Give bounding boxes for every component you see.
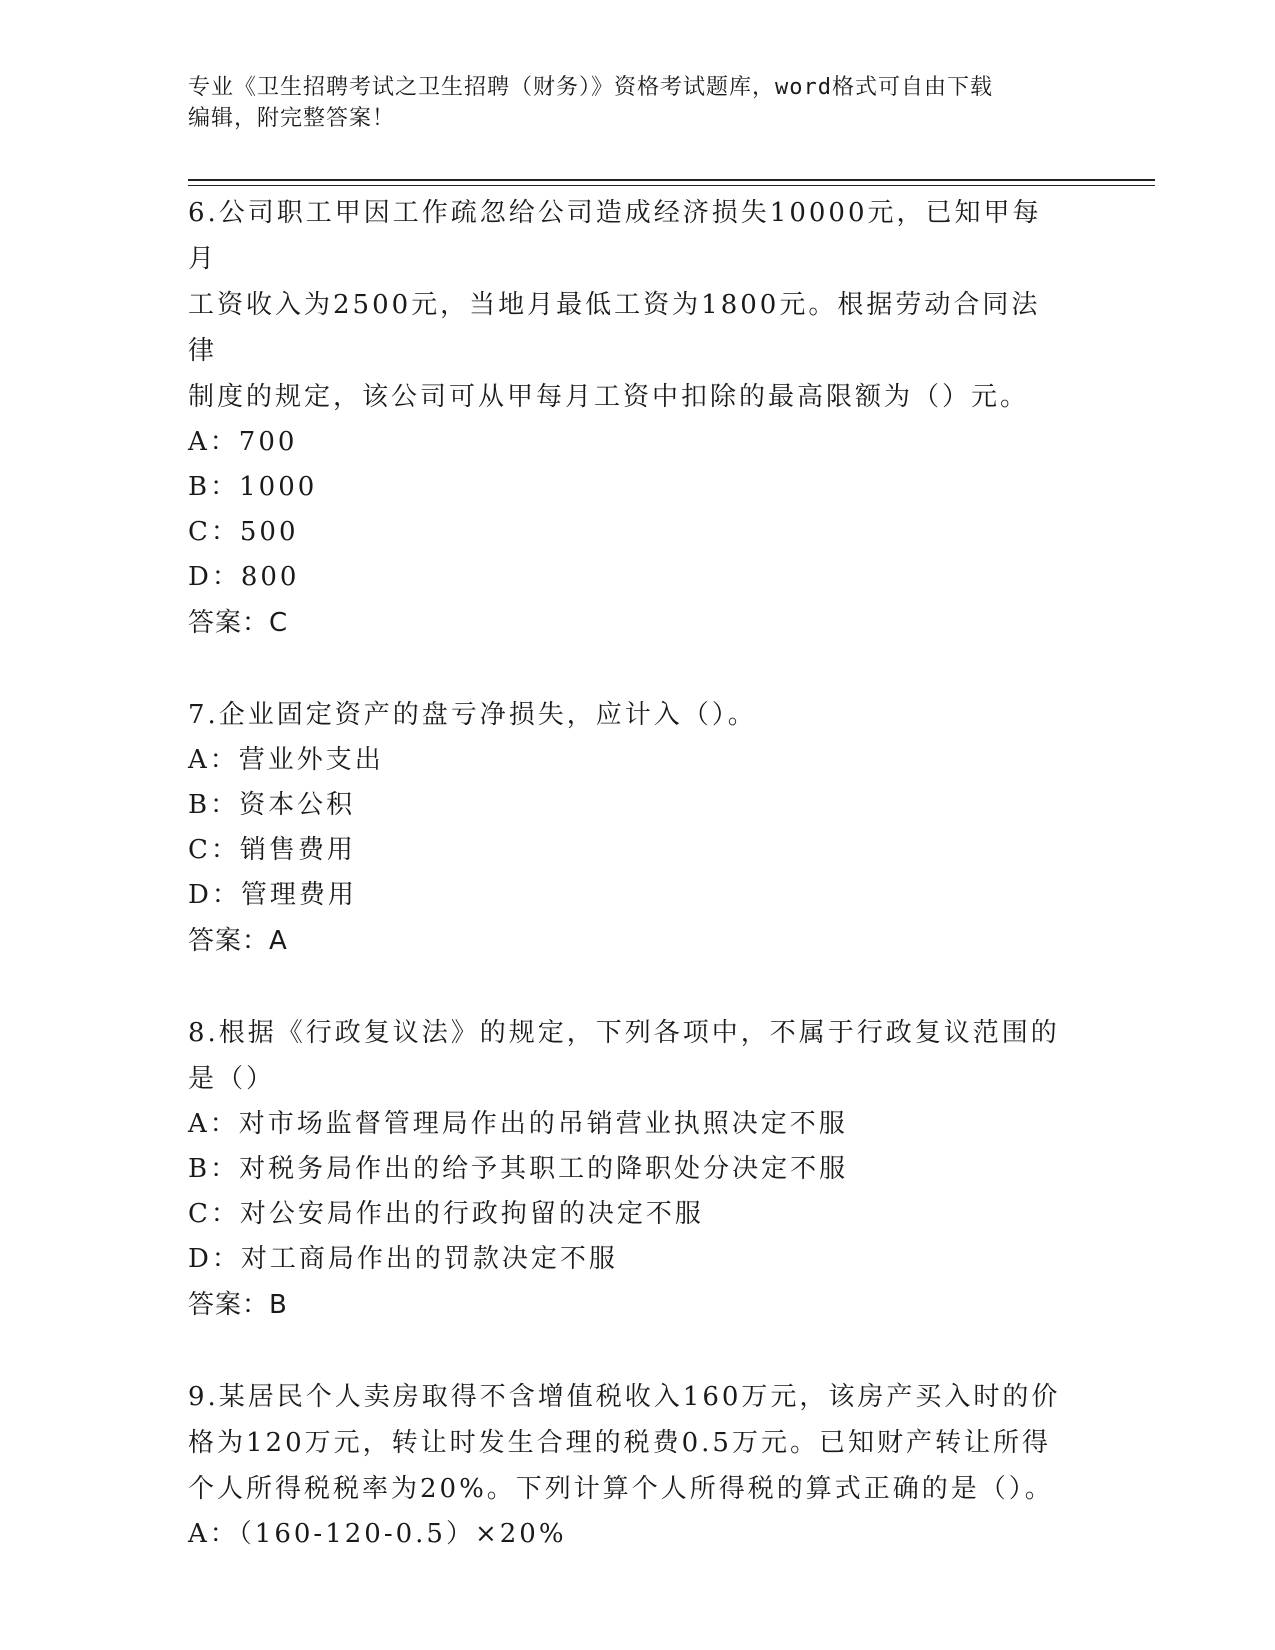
question-list bbox=[188, 190, 1068, 1603]
question-line: 6.公司职工甲因工作疏忽给公司造成经济损失10000元，已知甲每月 bbox=[188, 198, 1042, 274]
question-7 bbox=[188, 692, 1068, 964]
question-8 bbox=[188, 1010, 1068, 1328]
answer: 答案：C bbox=[188, 608, 289, 638]
option-b: B：对税务局作出的给予其职工的降职处分决定不服 bbox=[188, 1154, 849, 1184]
question-text bbox=[188, 1374, 1068, 1512]
option-c: C：销售费用 bbox=[188, 835, 356, 865]
option-a: A：（160-120-0.5）×20% bbox=[188, 1519, 567, 1549]
question-text bbox=[188, 190, 1068, 420]
header-divider-thick bbox=[188, 179, 1155, 181]
question-line: 格为120万元，转让时发生合理的税费0.5万元。已知财产转让所得 bbox=[188, 1428, 1051, 1458]
document-header bbox=[188, 72, 1088, 134]
option-a: A：营业外支出 bbox=[188, 745, 384, 775]
header-line-2: 编辑，附完整答案！ bbox=[188, 106, 396, 131]
answer: 答案：A bbox=[188, 926, 288, 956]
question-text bbox=[188, 692, 1068, 738]
question-line: 7.企业固定资产的盘亏净损失，应计入（）。 bbox=[188, 700, 757, 730]
option-a: A：对市场监督管理局作出的吊销营业执照决定不服 bbox=[188, 1109, 848, 1139]
option-a: A：700 bbox=[188, 427, 298, 457]
question-line: 是（） bbox=[188, 1064, 276, 1094]
question-line: 工资收入为2500元，当地月最低工资为1800元。根据劳动合同法律 bbox=[188, 290, 1041, 366]
header-divider-thin bbox=[188, 185, 1155, 186]
answer: 答案：B bbox=[188, 1290, 288, 1320]
option-d: D：对工商局作出的罚款决定不服 bbox=[188, 1244, 618, 1274]
option-c: C：对公安局作出的行政拘留的决定不服 bbox=[188, 1199, 704, 1229]
question-line: 个人所得税税率为20%。下列计算个人所得税的算式正确的是（）。 bbox=[188, 1474, 1054, 1504]
question-9 bbox=[188, 1374, 1068, 1557]
option-b: B：1000 bbox=[188, 472, 318, 502]
question-line: 9.某居民个人卖房取得不含增值税收入160万元，该房产买入时的价 bbox=[188, 1382, 1061, 1412]
question-text bbox=[188, 1010, 1068, 1102]
option-d: D：800 bbox=[188, 562, 300, 592]
option-d: D：管理费用 bbox=[188, 880, 357, 910]
header-line-1: 专业《卫生招聘考试之卫生招聘（财务）》资格考试题库，word格式可自由下载 bbox=[188, 75, 993, 100]
option-b: B：资本公积 bbox=[188, 790, 356, 820]
question-line: 8.根据《行政复议法》的规定，下列各项中，不属于行政复议范围的 bbox=[188, 1018, 1060, 1048]
option-c: C：500 bbox=[188, 517, 299, 547]
question-6 bbox=[188, 190, 1068, 646]
question-line: 制度的规定，该公司可从甲每月工资中扣除的最高限额为（）元。 bbox=[188, 382, 1030, 412]
